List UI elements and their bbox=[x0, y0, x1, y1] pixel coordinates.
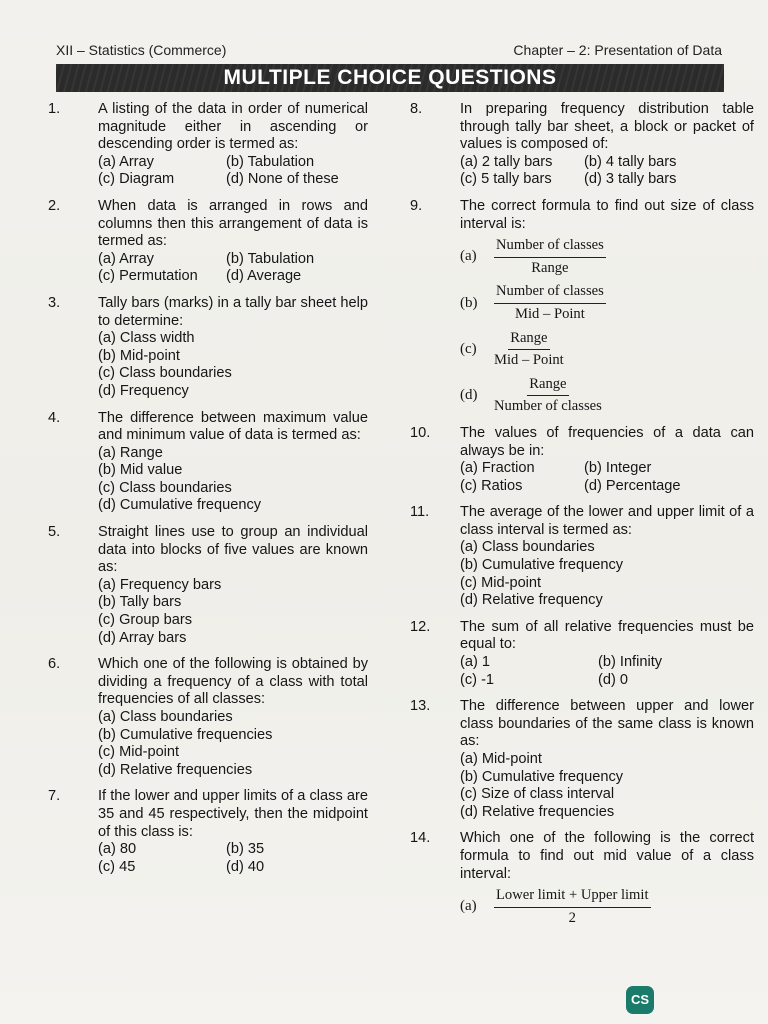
option-a: (a) 80 bbox=[98, 841, 137, 858]
option-a: (a) Fraction bbox=[460, 460, 535, 477]
question-text: The sum of all relative frequencies must be equal to: bbox=[460, 618, 754, 653]
option-label: (b) bbox=[460, 294, 478, 311]
option-label: (a) bbox=[460, 898, 477, 915]
option-c: (c) Class boundaries bbox=[98, 365, 232, 382]
question-number: 13. bbox=[410, 698, 431, 715]
option-b: (b) Cumulative frequency bbox=[460, 557, 624, 574]
option-b: (b) 35 bbox=[226, 841, 265, 858]
question-10 bbox=[410, 425, 754, 495]
question-text: The correct formula to find out size of class interval is: bbox=[460, 197, 754, 232]
denominator: 2 bbox=[568, 909, 576, 926]
option-d: (d) 0 bbox=[598, 671, 629, 688]
formula-option-c bbox=[460, 330, 754, 370]
question-number: 6. bbox=[48, 656, 61, 673]
option-c: (c) Class boundaries bbox=[98, 479, 232, 496]
question-number: 9. bbox=[410, 197, 423, 214]
option-c: (c) 45 bbox=[98, 858, 136, 875]
question-11 bbox=[410, 504, 754, 610]
question-number: 7. bbox=[48, 788, 61, 805]
numerator: Lower limit + Upper limit bbox=[494, 887, 651, 908]
option-a: (a) Mid-point bbox=[460, 751, 542, 767]
option-a: (a) Class boundaries bbox=[98, 709, 233, 725]
option-c: (c) Permutation bbox=[98, 268, 198, 285]
question-number: 2. bbox=[48, 197, 61, 214]
option-a: (a) Frequency bars bbox=[98, 576, 222, 593]
options bbox=[460, 460, 754, 495]
question-text: A listing of the data in order of numerical magnitude either in ascending or descending order is termed as: bbox=[98, 101, 368, 153]
chapter-header: Chapter – 2: Presentation of Data bbox=[513, 42, 722, 58]
question-12 bbox=[410, 619, 754, 689]
numerator: Number of classes bbox=[494, 283, 606, 304]
question-text: In preparing frequency distribution table through tally bar sheet, a block or packet of values is composed of: bbox=[460, 101, 754, 153]
question-text: Tally bars (marks) in a tally bar sheet help to determine: bbox=[98, 294, 368, 329]
question-13 bbox=[410, 698, 754, 821]
question-8 bbox=[410, 101, 754, 189]
question-number: 4. bbox=[48, 409, 61, 426]
question-text: The average of the lower and upper limit of a class interval is termed as: bbox=[460, 504, 754, 538]
option-a: (a) Range bbox=[98, 444, 163, 461]
option-a: (a) 1 bbox=[460, 654, 491, 671]
option-c: (c) Mid-point bbox=[98, 744, 180, 761]
option-c: (c) 5 tally bars bbox=[460, 171, 552, 188]
numerator: Range bbox=[527, 376, 568, 397]
question-text: The difference between maximum value and minimum value of data is termed as: bbox=[98, 409, 368, 444]
option-b: (b) 4 tally bars bbox=[584, 153, 677, 170]
option-b: (b) Tally bars bbox=[98, 594, 182, 611]
question-2 bbox=[48, 198, 368, 286]
option-c: (c) Diagram bbox=[98, 171, 175, 188]
formula-option-b bbox=[460, 283, 754, 323]
denominator: Range bbox=[531, 259, 569, 276]
option-d: (d) 40 bbox=[226, 858, 265, 875]
question-3 bbox=[48, 295, 368, 401]
question-number: 11. bbox=[410, 504, 430, 521]
option-c: (c) Mid-point bbox=[460, 574, 542, 591]
option-b: (b) Cumulative frequencies bbox=[98, 726, 273, 743]
question-number: 1. bbox=[48, 101, 61, 117]
option-a: (a) Array bbox=[98, 153, 154, 170]
camscanner-logo: CS bbox=[626, 986, 654, 1014]
question-number: 12. bbox=[410, 618, 431, 635]
options bbox=[98, 577, 368, 647]
option-a: (a) 2 tally bars bbox=[460, 153, 553, 170]
option-d: (d) 3 tally bars bbox=[584, 171, 677, 188]
fraction bbox=[494, 283, 606, 323]
options bbox=[98, 841, 368, 876]
formula-option-a bbox=[460, 887, 754, 927]
option-b: (b) Integer bbox=[584, 460, 652, 477]
option-d: (d) Average bbox=[226, 268, 302, 285]
question-text: When data is arranged in rows and columns then this arrangement of data is termed as: bbox=[98, 197, 368, 250]
option-b: (b) Mid value bbox=[98, 462, 183, 479]
question-1 bbox=[48, 101, 368, 189]
question-7 bbox=[48, 788, 368, 876]
option-c: (c) Size of class interval bbox=[460, 786, 615, 803]
question-number: 5. bbox=[48, 524, 61, 541]
question-text: The difference between upper and lower class boundaries of the same class is known as: bbox=[460, 698, 754, 750]
question-text: Straight lines use to group an individual data into blocks of five values are known as: bbox=[98, 524, 368, 576]
question-5 bbox=[48, 524, 368, 647]
question-9 bbox=[410, 198, 754, 416]
fraction bbox=[494, 376, 602, 416]
option-a: (a) Class width bbox=[98, 330, 195, 347]
option-label: (d) bbox=[460, 387, 478, 404]
denominator: Mid – Point bbox=[515, 305, 585, 322]
question-text: Which one of the following is obtained by dividing a frequency of a class with total frequencies of all classes: bbox=[98, 656, 368, 708]
question-text: If the lower and upper limits of a class are 35 and 45 respectively, then the midpoint of this class is: bbox=[98, 788, 368, 840]
option-a: (a) Class boundaries bbox=[460, 539, 595, 556]
question-text: Which one of the following is the correct formula to find out mid value of a class interval: bbox=[460, 830, 754, 882]
option-d: (d) Array bars bbox=[98, 629, 187, 646]
denominator: Number of classes bbox=[494, 398, 602, 415]
option-d: (d) Relative frequencies bbox=[98, 761, 253, 778]
option-d: (d) Percentage bbox=[584, 477, 681, 494]
option-label: (c) bbox=[460, 340, 477, 357]
question-text: The values of frequencies of a data can always be in: bbox=[460, 424, 754, 459]
options bbox=[98, 445, 368, 515]
option-b: (b) Cumulative frequency bbox=[460, 768, 624, 785]
formula-option-a bbox=[460, 237, 754, 277]
section-banner: MULTIPLE CHOICE QUESTIONS bbox=[56, 64, 724, 92]
question-number: 10. bbox=[410, 424, 431, 441]
options bbox=[460, 154, 754, 189]
option-b: (b) Tabulation bbox=[226, 153, 315, 170]
question-number: 14. bbox=[410, 830, 431, 847]
option-a: (a) Array bbox=[98, 250, 154, 267]
fraction bbox=[494, 887, 651, 927]
option-c: (c) Group bars bbox=[98, 612, 193, 629]
formula-option-d bbox=[460, 376, 754, 416]
question-6 bbox=[48, 656, 368, 779]
subject-header: XII – Statistics (Commerce) bbox=[56, 42, 227, 58]
question-14 bbox=[410, 830, 754, 927]
option-d: (d) None of these bbox=[226, 171, 339, 188]
options bbox=[460, 751, 754, 821]
options bbox=[98, 709, 368, 779]
question-number: 3. bbox=[48, 294, 61, 311]
question-number: 8. bbox=[410, 101, 423, 117]
options bbox=[98, 251, 368, 286]
fraction bbox=[494, 237, 606, 277]
options bbox=[98, 330, 368, 400]
option-d: (d) Relative frequency bbox=[460, 592, 603, 609]
options bbox=[460, 654, 754, 689]
option-d: (d) Cumulative frequency bbox=[98, 497, 262, 514]
option-c: (c) -1 bbox=[460, 671, 495, 688]
fraction bbox=[494, 330, 564, 370]
option-label: (a) bbox=[460, 248, 477, 265]
denominator: Mid – Point bbox=[494, 352, 564, 369]
option-b: (b) Mid-point bbox=[98, 347, 180, 364]
option-c: (c) Ratios bbox=[460, 477, 523, 494]
left-column bbox=[48, 101, 368, 885]
option-b: (b) Tabulation bbox=[226, 250, 315, 267]
options bbox=[460, 539, 754, 609]
option-b: (b) Infinity bbox=[598, 654, 663, 671]
question-4 bbox=[48, 410, 368, 516]
numerator: Number of classes bbox=[494, 237, 606, 258]
right-column bbox=[410, 101, 754, 936]
option-d: (d) Frequency bbox=[98, 382, 189, 399]
options bbox=[98, 154, 368, 189]
numerator: Range bbox=[508, 330, 549, 351]
option-d: (d) Relative frequencies bbox=[460, 803, 615, 820]
